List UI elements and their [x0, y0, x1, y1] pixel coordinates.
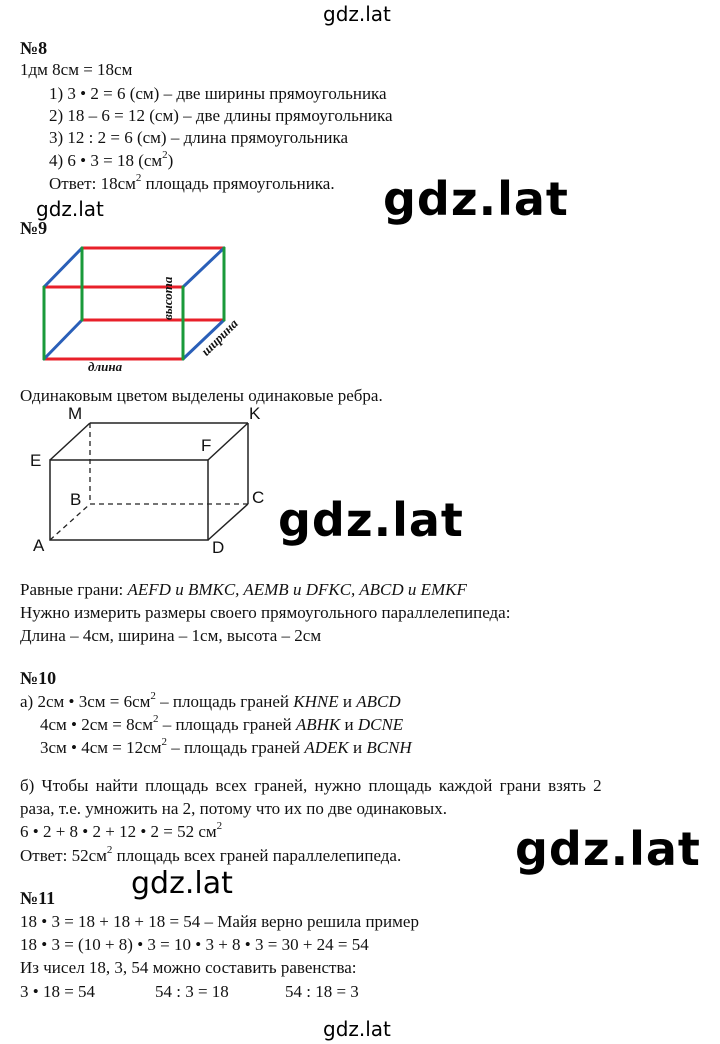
task8-heading: №8: [20, 38, 48, 58]
watermark-top: gdz.lat: [323, 2, 391, 26]
task9-dims: Длина – 4см, ширина – 1см, высота – 2см: [20, 626, 322, 645]
vertex-K: K: [249, 404, 261, 423]
task11-line-1: 18 • 3 = 18 + 18 + 18 = 54 – Майя верно решила пример: [20, 912, 419, 931]
task10-a-row-1: а) 2см • $3см = 6см^2$ – площадь граней KHNE и ABCD: [20, 690, 401, 711]
watermark-bottom: gdz.lat: [323, 1017, 391, 1041]
task9-heading: №9: [20, 218, 48, 238]
task10-calc: 6 • 2 + 8 • 2 + 12 • 2 = 52 $см^2$: [20, 820, 223, 841]
task9-measure: Нужно измерить размеры своего прямоугольного параллелепипеда:: [20, 603, 511, 622]
task11-heading: №11: [20, 888, 56, 908]
watermark-large-2: gdz.lat: [278, 493, 464, 547]
vertex-B: B: [70, 490, 82, 509]
watermark-large-1: gdz.lat: [383, 172, 569, 226]
label-height: высота: [160, 276, 175, 320]
watermark-large-3: gdz.lat: [515, 822, 701, 876]
vertex-E: E: [30, 451, 42, 470]
task10-b-line-1: б) Чтобы найти площадь всех граней, нужно площадь каждой грани взять 2: [20, 776, 602, 795]
task8-step-1: 1) 3 • 2 = 6 (см) – две ширины прямоугольника: [49, 84, 387, 103]
task11-eq-3: 54 : 18 = 3: [285, 982, 359, 1001]
vertex-C: C: [252, 488, 265, 507]
watermark-small-1: gdz.lat: [36, 197, 104, 221]
task8-step-2: 2) 18 – 6 = 12 (см) – две длины прямоугольника: [49, 106, 393, 125]
label-width: ширина: [198, 315, 241, 359]
task8-step-3: 3) 12 : 2 = 6 (см) – длина прямоугольника: [49, 128, 349, 147]
task11-line-2: 18 • 3 = (10 + 8) • 3 = 10 • 3 + 8 • 3 = 30 + 24 = 54: [20, 935, 369, 954]
task10-heading: №10: [20, 668, 57, 688]
task10-answer: Ответ: $52см^2$ площадь всех граней параллелепипеда.: [20, 844, 402, 865]
task9-faces: Равные грани: AEFD и BMKC, AEMB и DFKC, ABCD и EMKF: [20, 580, 467, 599]
task8-step-4: 4) 6 • 3 = 18 $(см^2)$: [49, 149, 174, 170]
vertex-F: F: [201, 436, 212, 455]
task11-eq-2: 54 : 3 = 18: [155, 982, 229, 1001]
task9-caption: Одинаковым цветом выделены одинаковые ребра.: [20, 386, 383, 405]
task11-eq-1: 3 • 18 = 54: [20, 982, 96, 1001]
vertex-D: D: [212, 538, 225, 557]
task8-intro: 1дм 8см = 18см: [20, 60, 133, 79]
label-length: длина: [88, 359, 123, 374]
task10-a-row-3: 3см • $4см = 12см^2$ – площадь граней ADEK и BCNH: [40, 736, 412, 757]
task8-answer: Ответ: $18см^2$ площадь прямоугольника.: [49, 172, 335, 193]
vertex-A: A: [33, 536, 45, 555]
task10-a-row-2: 4см • $2см = 8см^2$ – площадь граней ABHK и DCNE: [40, 713, 404, 734]
vertex-M: M: [68, 404, 83, 423]
task11-line-3: Из чисел 18, 3, 54 можно составить равенства:: [20, 958, 357, 977]
task10-b-line-2: раза, т.е. умножить на 2, потому что их по две одинаковых.: [20, 799, 447, 818]
watermark-medium: gdz.lat: [131, 866, 233, 901]
